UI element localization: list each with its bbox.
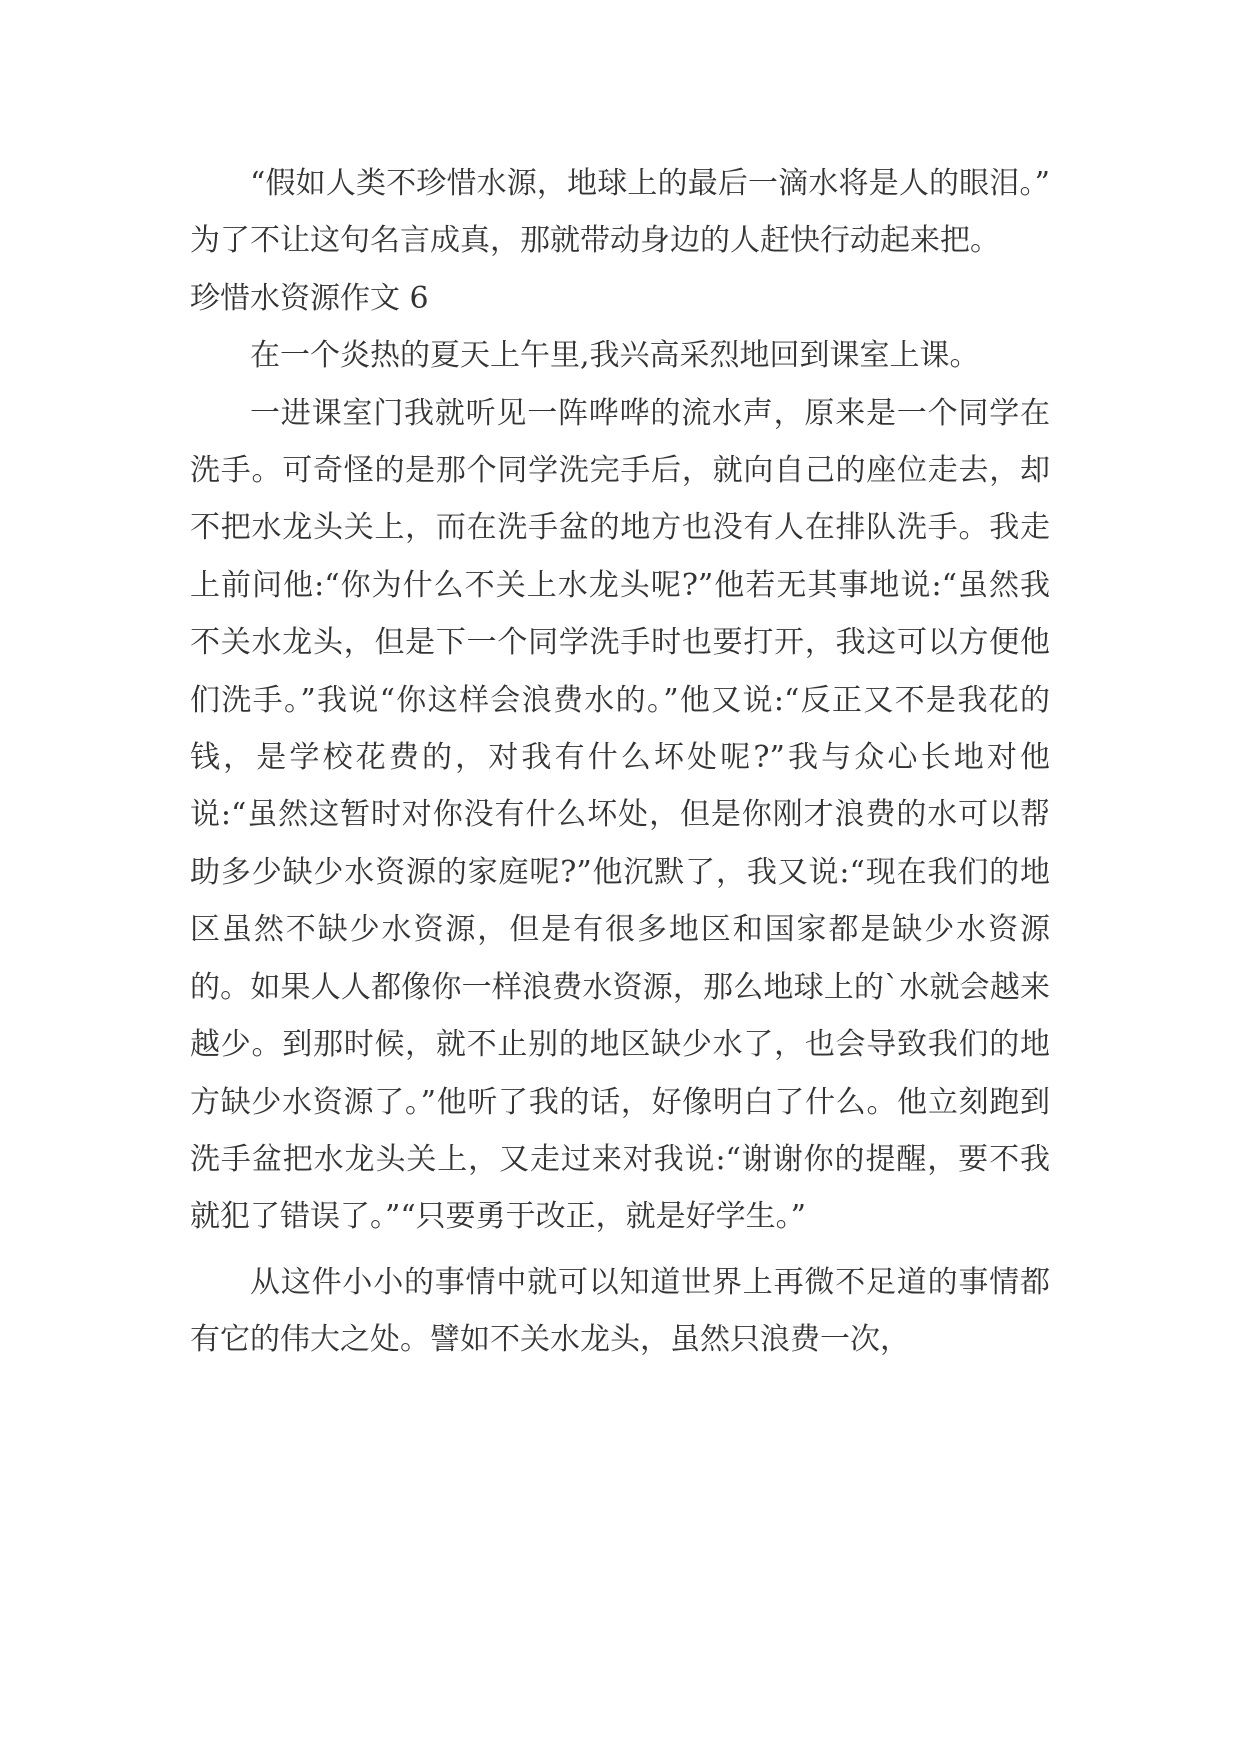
document-page: [190, 155, 1050, 1369]
paragraph-quote: “假如人类不珍惜水源，地球上的最后一滴水将是人的眼泪。” 为了不让这句名言成真，那就带动身边的人赶快行动起来把。: [190, 166, 1050, 259]
section-title: 珍惜水资源作文 6: [190, 280, 429, 316]
paragraph-intro: 在一个炎热的夏天上午里,我兴高采烈地回到课室上课。: [250, 338, 980, 374]
paragraph-conclusion: 从这件小小的事情中就可以知道世界上再微不足道的事情都有它的伟大之处。譬如不关水龙头，虽然只浪费一次，: [190, 1264, 1050, 1358]
paragraph-story: 一进课室门我就听见一阵哗哗的流水声，原来是一个同学在洗手。可奇怪的是那个同学洗完手后，就向自己的座位走去，却不把水龙头关上，而在洗手盆的地方也没有人在排队洗手。我走上前问他:“你为什么不关上水龙头呢?”他若无其事地说:“虽然我不关水龙头，但是下一个同学洗手时也要打开，我这可以方便他们洗手。”我说“你这样会浪费水的。”他又说:“反正又不是我花的钱，是学校花费的，对我有什么坏处呢?”我与众心长地对他说:“虽然这暂时对你没有什么坏处，但是你刚才浪费的水可以帮助多少缺少水资源的家庭呢?”他沉默了，我又说:“现在我们的地区虽然不缺少水资源，但是有很多地区和国家都是缺少水资源的。如果人人都像你一样浪费水资源，那么地球上的`水就会越来越少。到那时候，就不止别的地区缺少水了，也会导致我们的地方缺少水资源了。”他听了我的话，好像明白了什么。他立刻跑到洗手盆把水龙头关上，又走过来对我说:“谢谢你的提醒，要不我就犯了错误了。”“只要勇于改正，就是好学生。”: [190, 395, 1050, 1235]
